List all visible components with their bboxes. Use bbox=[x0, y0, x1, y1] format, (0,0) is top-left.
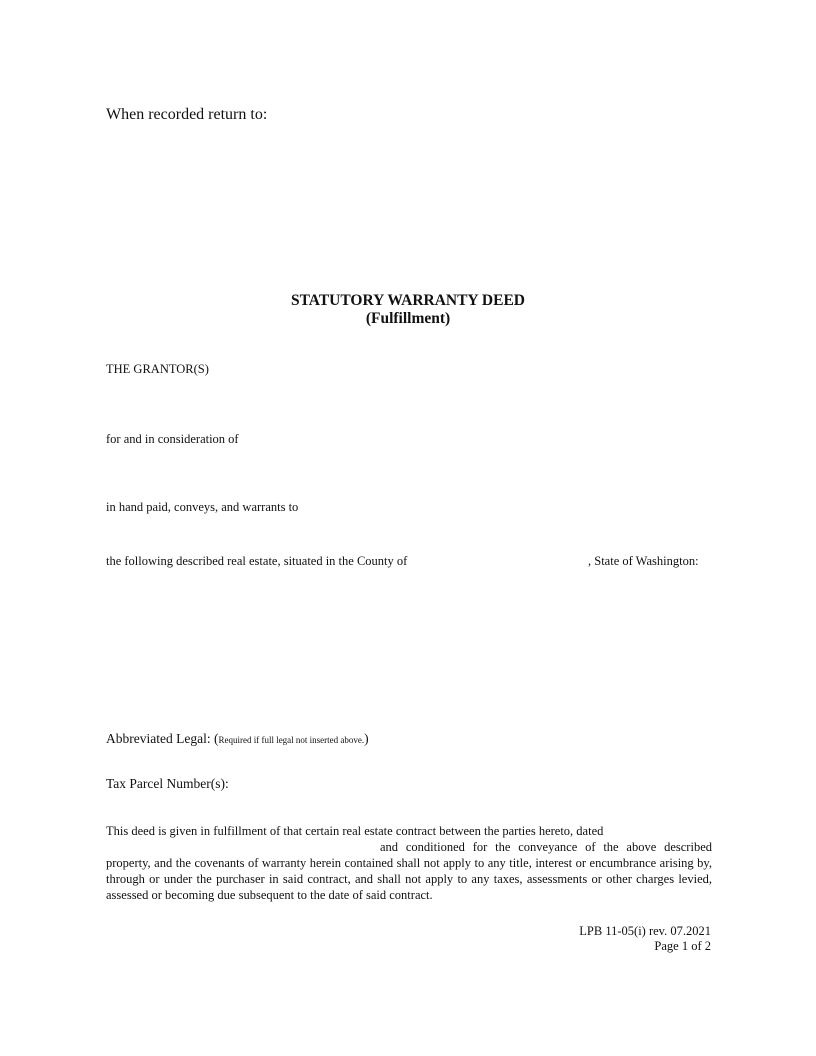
fulfillment-rest: and conditioned for the conveyance of the above described property, and the covenants of warranty herein contained shall not apply to any title, interest or encumbrance arising by, through or under the purchaser in said contract, and shall not apply to any taxes, assessments or other charges levied, assessed or becoming due subsequent to the date of said contract. bbox=[106, 840, 712, 902]
abbrev-note: Required if full legal not inserted above. bbox=[218, 735, 365, 745]
return-to-label: When recorded return to: bbox=[106, 106, 268, 123]
consideration-label: for and in consideration of bbox=[106, 432, 239, 446]
abbrev-label-text: Abbreviated Legal: ( bbox=[106, 731, 219, 746]
form-id: LPB 11-05(i) rev. 07.2021 bbox=[579, 924, 711, 938]
grantee-label: in hand paid, conveys, and warrants to bbox=[106, 500, 299, 514]
county-line bbox=[106, 554, 711, 569]
document-title: STATUTORY WARRANTY DEED bbox=[290, 292, 525, 309]
form-footer bbox=[579, 924, 711, 954]
abbrev-close: ) bbox=[364, 731, 369, 746]
state-suffix: , State of Washington: bbox=[588, 554, 699, 568]
document-subtitle: (Fulfillment) bbox=[365, 310, 451, 327]
document-title-block bbox=[0, 292, 816, 328]
fulfillment-line-1: This deed is given in fulfillment of that certain real estate contract between the parties hereto, dated bbox=[106, 824, 604, 838]
abbreviated-legal-label bbox=[106, 731, 369, 747]
tax-parcel-label: Tax Parcel Number(s): bbox=[106, 776, 229, 791]
fulfillment-paragraph bbox=[106, 823, 712, 903]
page-number: Page 1 of 2 bbox=[654, 939, 711, 953]
county-prefix: the following described real estate, situated in the County of bbox=[106, 554, 408, 568]
grantor-label: THE GRANTOR(S) bbox=[106, 362, 209, 376]
